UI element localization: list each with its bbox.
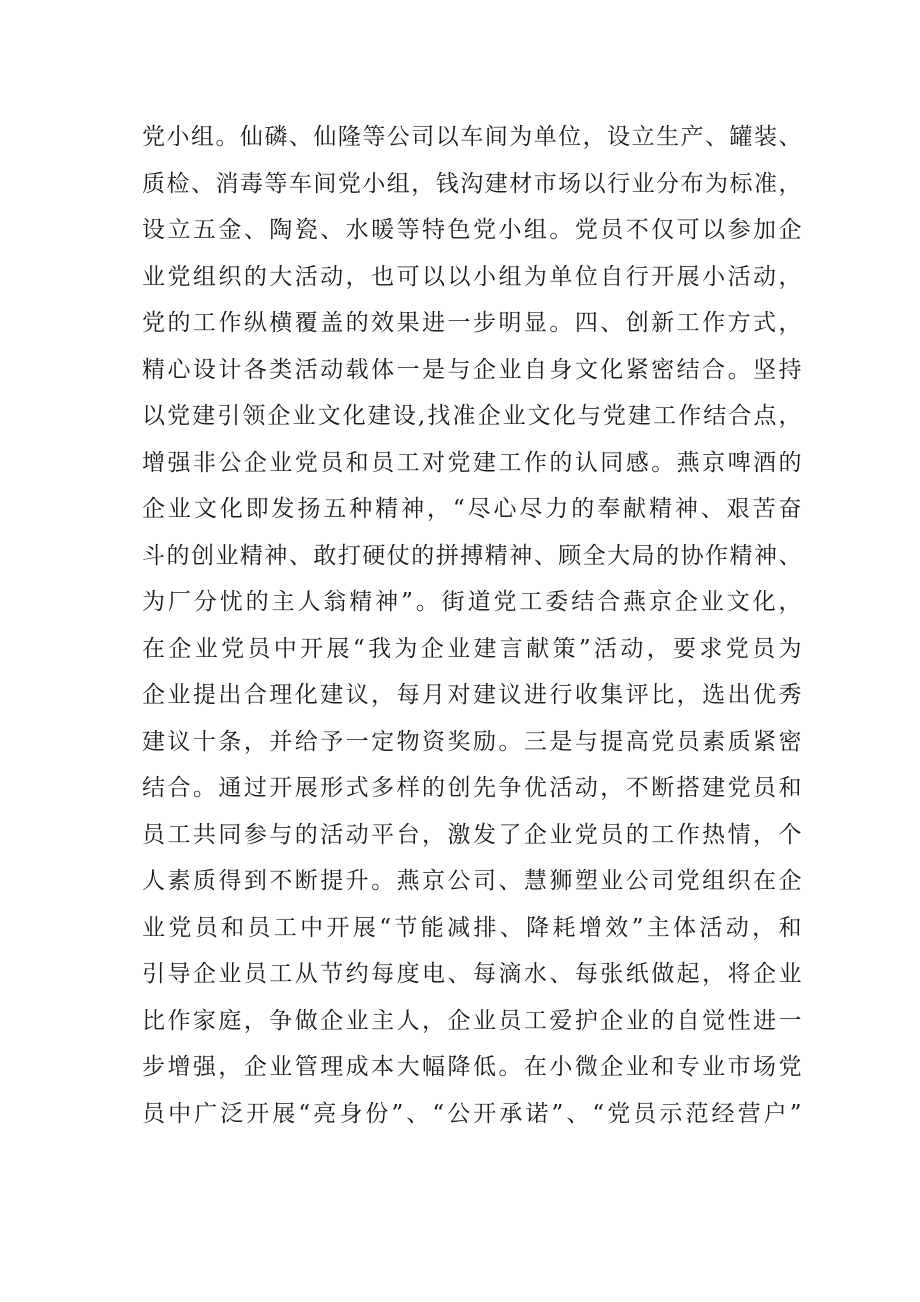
text-line: 为厂分忧的主人翁精神”。街道党工委结合燕京企业文化， bbox=[142, 589, 802, 615]
text-line: 步增强，企业管理成本大幅降低。在小微企业和专业市场党 bbox=[142, 1054, 802, 1080]
text-line: 业党员和员工中开展“节能减排、降耗增效”主体活动，和 bbox=[142, 914, 802, 941]
body-text bbox=[142, 114, 802, 1137]
text-line: 设立五金、陶瓷、水暖等特色党小组。党员不仅可以参加企 bbox=[142, 217, 802, 243]
text-line: 引导企业员工从节约每度电、每滴水、每张纸做起，将企业 bbox=[142, 961, 802, 987]
text-line: 党小组。仙磷、仙隆等公司以车间为单位，设立生产、罐装、 bbox=[142, 124, 802, 150]
text-line: 增强非公企业党员和员工对党建工作的认同感。燕京啤酒的 bbox=[142, 449, 802, 476]
text-line: 在企业党员中开展“我为企业建言献策”活动，要求党员为 bbox=[142, 635, 802, 662]
text-line: 结合。通过开展形式多样的创先争优活动，不断搭建党员和 bbox=[142, 775, 802, 801]
text-line: 斗的创业精神、敢打硬仗的拼搏精神、顾全大局的协作精神、 bbox=[142, 542, 802, 569]
text-line: 建议十条，并给予一定物资奖励。三是与提高党员素质紧密 bbox=[142, 728, 802, 755]
text-line: 党的工作纵横覆盖的效果进一步明显。四、创新工作方式， bbox=[142, 310, 802, 336]
text-line: 以党建引领企业文化建设,找准企业文化与党建工作结合点， bbox=[142, 403, 802, 429]
text-line: 质检、消毒等车间党小组，钱沟建材市场以行业分布为标准， bbox=[142, 170, 802, 197]
text-line: 精心设计各类活动载体一是与企业自身文化紧密结合。坚持 bbox=[142, 356, 802, 383]
text-line: 企业文化即发扬五种精神，“尽心尽力的奉献精神、艰苦奋 bbox=[142, 496, 802, 522]
text-line: 员工共同参与的活动平台，激发了企业党员的工作热情，个 bbox=[142, 821, 802, 848]
text-line: 企业提出合理化建议，每月对建议进行收集评比，选出优秀 bbox=[142, 682, 802, 708]
text-line: 员中广泛开展“亮身份”、“公开承诺”、“党员示范经营户” bbox=[142, 1100, 802, 1127]
text-line: 业党组织的大活动，也可以以小组为单位自行开展小活动， bbox=[142, 263, 802, 290]
text-line: 人素质得到不断提升。燕京公司、慧狮塑业公司党组织在企 bbox=[142, 868, 802, 894]
text-line: 比作家庭，争做企业主人，企业员工爱护企业的自觉性进一 bbox=[142, 1007, 802, 1034]
